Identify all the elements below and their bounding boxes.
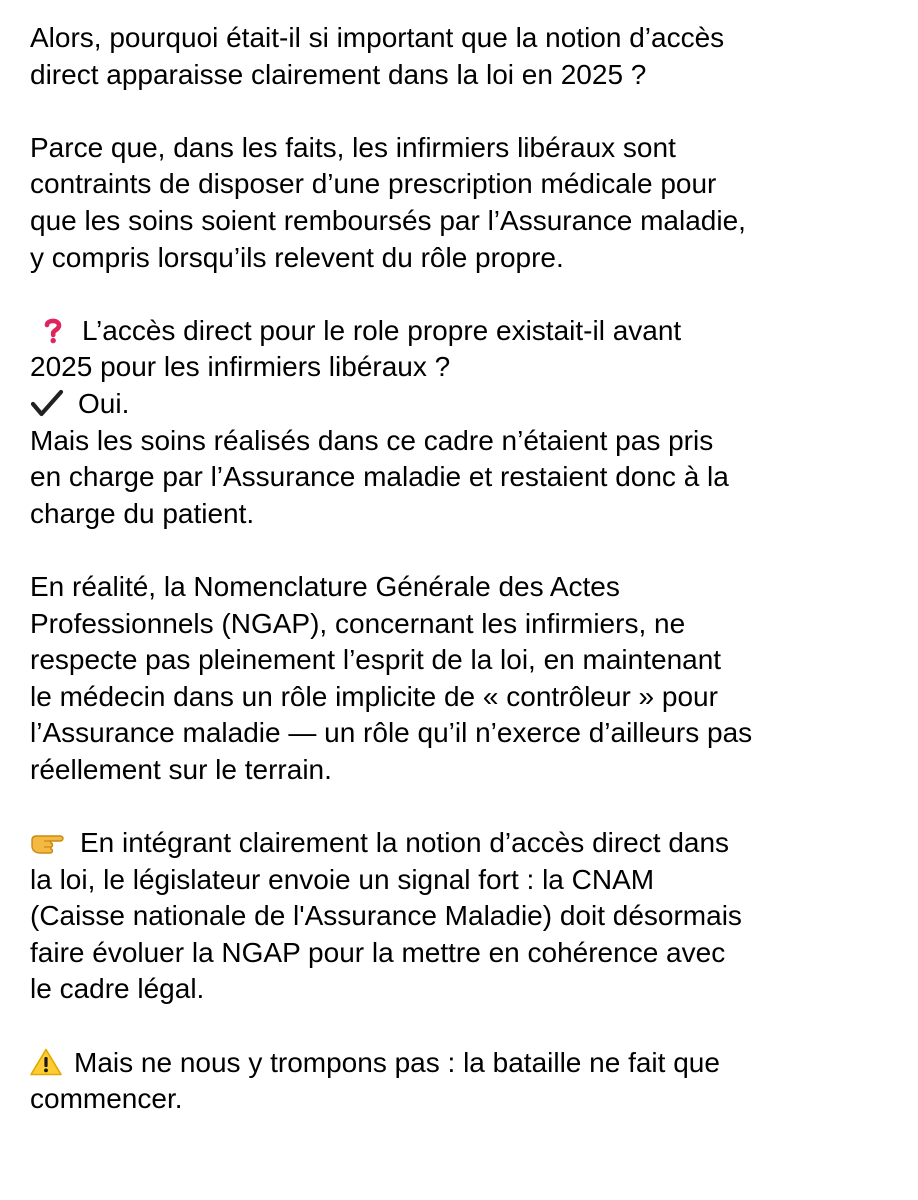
red-question-mark-icon — [38, 316, 68, 344]
paragraph-warning — [30, 1045, 900, 1118]
paragraph-ngap — [30, 569, 900, 789]
faq-question-text: L’accès direct pour le role propre existait-il avant — [82, 314, 682, 346]
text-line — [30, 1045, 900, 1082]
text-line: réellement sur le terrain. — [30, 753, 332, 785]
signal-first-line: En intégrant clairement la notion d’accès direct dans — [80, 827, 730, 859]
text-line: Parce que, dans les faits, les infirmiers libéraux sont — [30, 131, 676, 163]
document-body — [30, 20, 900, 1118]
text-line: que les soins soient remboursés par l’Assurance maladie, — [30, 204, 746, 236]
paragraph-signal — [30, 825, 900, 1008]
check-mark-icon — [30, 389, 64, 417]
text-line: En réalité, la Nomenclature Générale des Actes — [30, 570, 620, 602]
paragraph-faq — [30, 313, 900, 533]
faq-answer-line — [30, 386, 900, 423]
text-line: faire évoluer la NGAP pour la mettre en cohérence avec — [30, 936, 726, 968]
text-line: en charge par l’Assurance maladie et restaient donc à la — [30, 461, 729, 493]
text-line: y compris lorsqu’ils relevent du rôle propre. — [30, 241, 564, 273]
text-line: direct apparaisse clairement dans la loi en 2025 ? — [30, 58, 647, 90]
text-line: (Caisse nationale de l'Assurance Maladie) doit désormais — [30, 900, 742, 932]
text-line: l’Assurance maladie — un rôle qu’il n’exerce d’ailleurs pas — [30, 717, 753, 749]
text-line — [30, 825, 900, 862]
text-line: contraints de disposer d’une prescription médicale pour — [30, 168, 717, 200]
paragraph-reason — [30, 130, 900, 276]
text-line: Alors, pourquoi était-il si important que la notion d’accès — [30, 22, 725, 53]
text-line: Professionnels (NGAP), concernant les infirmiers, ne — [30, 607, 686, 639]
paragraph-intro-question — [30, 20, 900, 93]
warning-first-line: Mais ne nous y trompons pas : la bataille ne fait que — [74, 1046, 720, 1078]
warning-icon — [30, 1048, 62, 1076]
text-line: Mais les soins réalisés dans ce cadre n’étaient pas pris — [30, 424, 714, 456]
text-line: charge du patient. — [30, 497, 255, 529]
pointing-hand-icon — [30, 828, 68, 856]
text-line: le médecin dans un rôle implicite de « contrôleur » pour — [30, 680, 718, 712]
faq-question-line: 2025 pour les infirmiers libéraux ? — [30, 351, 451, 383]
text-line: la loi, le législateur envoie un signal fort : la CNAM — [30, 863, 655, 895]
text-line: le cadre légal. — [30, 973, 205, 1005]
faq-question-line — [30, 313, 900, 350]
text-line: respecte pas pleinement l’esprit de la loi, en maintenant — [30, 644, 722, 676]
text-line: commencer. — [30, 1083, 183, 1115]
faq-answer-text: Oui. — [78, 387, 130, 419]
